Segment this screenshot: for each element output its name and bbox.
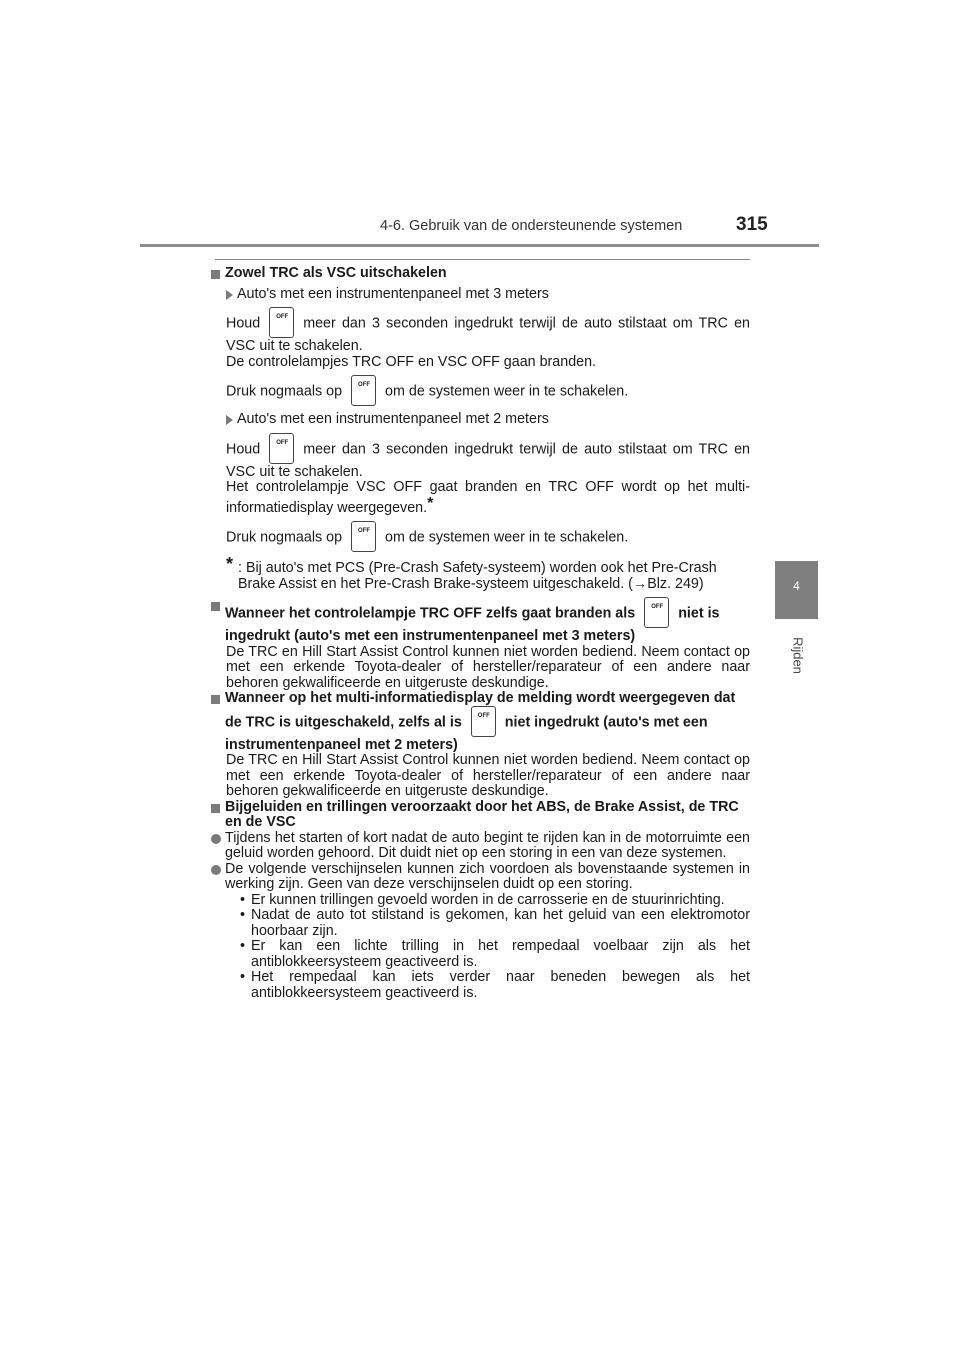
subsection-title: Auto's met een instrumentenpaneel met 3 meters (226, 287, 750, 303)
paragraph: De TRC en Hill Start Assist Control kunnen niet worden bediend. Neem contact op met een erkende Toyota-dealer of hersteller/reparateur of een andere naar behoren gekwalificeerde en uitgeruste deskundige. (226, 752, 750, 799)
square-bullet-icon (211, 602, 220, 611)
footnote: * : Bij auto's met PCS (Pre-Crash Safety-systeem) worden ook het Pre-Crash Brake Assist en het Pre-Crash Brake-systeem uitgeschakeld. (→Blz. 249) (226, 554, 717, 592)
header-divider (140, 244, 819, 247)
paragraph: Druk nogmaals op OFF om de systemen weer in te schakelen. (226, 522, 750, 553)
square-bullet-icon (211, 804, 220, 813)
chapter-tab: 4 (775, 561, 818, 619)
chapter-label: Rijden (790, 637, 806, 674)
bullet-item: • Het rempedaal kan iets verder naar beneden bewegen als het antiblokkeersysteem geactiveerd is. (240, 969, 750, 1001)
dot-item: Tijdens het starten of kort nadat de auto begint te rijden kan in de motorruimte een geluid worden gehoord. Dit duidt niet op een storing in een van deze systemen. (210, 831, 750, 862)
dot-item: De volgende verschijnselen kunnen zich voordoen als bovenstaande systemen in werking zijn. Geen van deze verschijnselen duidt op een storing. (210, 862, 750, 893)
section-heading: Zowel TRC als VSC uitschakelen (210, 266, 750, 282)
section-heading: Wanneer het controlelampje TRC OFF zelfs gaat branden als OFF niet is ingedrukt (auto's met een instrumentenpaneel met 3 meters) (210, 598, 750, 645)
trc-vsc-off-switch-icon: OFF (269, 307, 294, 338)
paragraph: De controlelampjes TRC OFF en VSC OFF gaan branden. (226, 353, 597, 370)
paragraph: Druk nogmaals op OFF om de systemen weer in te schakelen. (226, 376, 750, 407)
trc-vsc-off-switch-icon: OFF (471, 706, 496, 737)
trc-vsc-off-switch-icon: OFF (351, 521, 376, 552)
section-heading: Bijgeluiden en trillingen veroorzaakt door het ABS, de Brake Assist, de TRC en de VSC (210, 800, 750, 831)
section-heading: Wanneer op het multi-informatiedisplay de melding wordt weergegeven dat de TRC is uitgeschakeld, zelfs al is OFF niet ingedrukt (auto's met een instrumentenpaneel met 2 meters) (210, 691, 750, 753)
footnote-marker: * (427, 494, 434, 512)
paragraph: Houd OFF meer dan 3 seconden ingedrukt terwijl de auto stilstaat om TRC en VSC uit te schakelen. (226, 308, 750, 355)
section-title: 4-6. Gebruik van de ondersteunende systemen (380, 218, 683, 234)
square-bullet-icon (211, 270, 220, 279)
round-bullet-icon (211, 865, 221, 875)
triangle-arrow-icon (226, 290, 233, 300)
trc-vsc-off-switch-icon: OFF (269, 433, 294, 464)
subsection-title: Auto's met een instrumentenpaneel met 2 meters (226, 412, 750, 428)
round-bullet-icon (211, 834, 221, 844)
triangle-arrow-icon (226, 415, 233, 425)
content-top-divider (215, 259, 750, 260)
page-number: 315 (736, 214, 768, 235)
bullet-item: • Er kunnen trillingen gevoeld worden in de carrosserie en de stuurinrichting. (240, 891, 725, 908)
trc-vsc-off-switch-icon: OFF (351, 375, 376, 406)
paragraph: Het controlelampje VSC OFF gaat branden en TRC OFF wordt op het multi-informatiedisplay weergegeven.* (226, 479, 750, 516)
trc-vsc-off-switch-icon: OFF (644, 597, 669, 628)
content (210, 266, 750, 1001)
bullet-item: • Nadat de auto tot stilstand is gekomen, kan het geluid van een elektromotor hoorbaar zijn. (240, 907, 750, 939)
bullet-item: • Er kan een lichte trilling in het rempedaal voelbaar zijn als het antiblokkeersysteem geactiveerd is. (240, 938, 750, 970)
square-bullet-icon (211, 695, 220, 704)
paragraph: De TRC en Hill Start Assist Control kunnen niet worden bediend. Neem contact op met een erkende Toyota-dealer of hersteller/reparateur of een andere naar behoren gekwalificeerde en uitgeruste deskundige. (226, 643, 750, 691)
paragraph: Houd OFF meer dan 3 seconden ingedrukt terwijl de auto stilstaat om TRC en VSC uit te schakelen. (226, 434, 750, 481)
